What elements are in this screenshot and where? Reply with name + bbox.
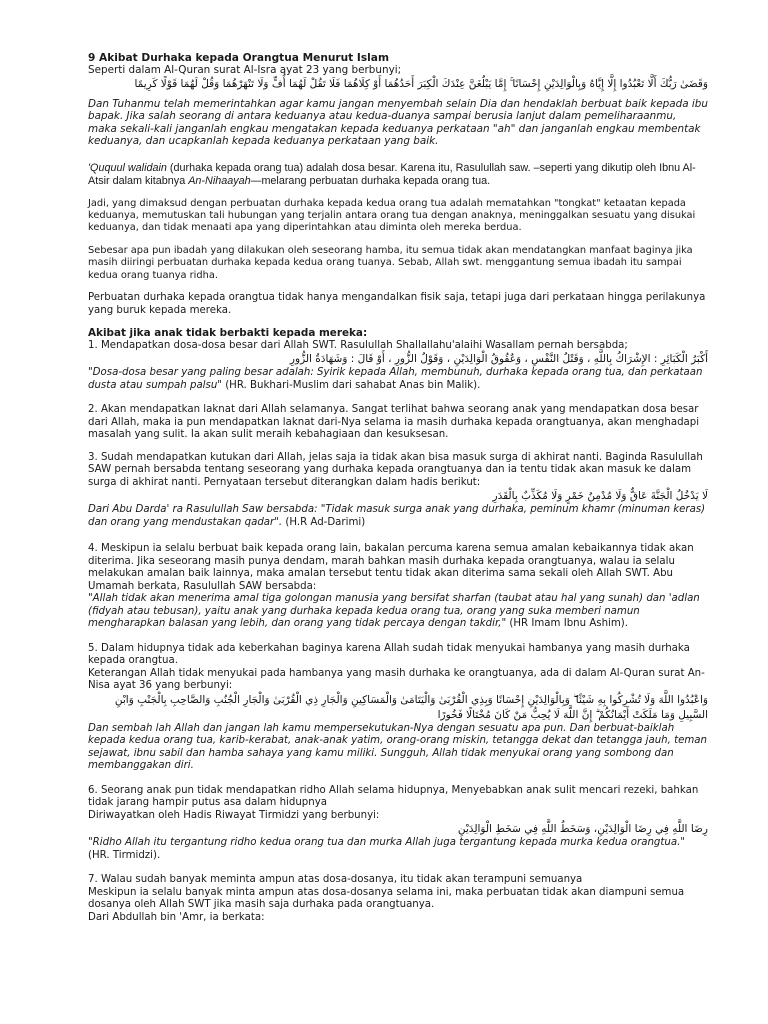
uququl-book-title: An-Nihaayah — [188, 174, 251, 187]
point-4-quote-text: "Allah tidak akan menerima amal tiga golongan manusia yang bersifat sharfan (taubat atau hal yang sunah) dan 'adlan (fidyah atau tebusan), yaitu anak yang durhaka kepada kedua orang tua, orang yang suka memberi namun mengharapkan balasan yang lebih, dan orang yang tidak percaya dengan takdir," — [88, 593, 700, 630]
point-6-arabic: رِضَا اللَّهِ فِي رِضَا الْوَالِدَيْنِ، وَسَخَطُ اللَّهِ فِي سَخَطِ الْوَالِدَيْنِ — [457, 823, 708, 836]
point-3-text: 3. Sudah mendapatkan kutukan dari Allah, jelas saja ia tidak akan bisa masuk surga di akhirat nanti. Baginda Rasulullah SAW pernah bersabda tentang seseorang yang durhaka kepada orangtuanya dan ia tentu tidak akan masuk ke dalam surga di akhirat nanti. Pernyataan tersebut diterangkan dalam hadis berikut: — [88, 451, 703, 488]
point-4-source: (HR Imam Ibnu Ashim). — [506, 618, 629, 630]
point-2: 2. Akan mendapatkan laknat dari Allah selamanya. Sangat terlihat bahwa seorang anak yang mendapatkan dosa besar dari Allah, maka ia pun mendapatkan laknat dari-Nya selama ia masih durhaka kepada orangtuanya, akan menghadapi masalah yang sulit. Ia akan sulit meraih kebahagiaan dan kesuksesan. — [88, 404, 700, 441]
point-5 — [88, 643, 708, 773]
point-3-quote — [88, 504, 708, 529]
document-page — [88, 52, 708, 924]
intro-line: Seperti dalam Al-Quran surat Al-Isra ayat 23 yang berbunyi; — [88, 64, 402, 76]
point-6-source: (HR. Tirmidzi). — [88, 849, 161, 861]
uququl-text-2: —melarang perbuatan durhaka kepada orang tua. — [250, 174, 491, 187]
point-7-text-1: 7. Walau sudah banyak meminta ampun atas dosa-dosanya, itu tidak akan terampuni semuanya — [88, 874, 583, 886]
paragraph-sebesar: Sebesar apa pun ibadah yang dilakukan oleh seseorang hamba, itu semua tidak akan mendatangkan manfaat baginya jika masih diiringi perbuatan durhaka kepada kedua orang tuanya. Sebab, Allah swt. menggantung semua ibadah itu sampai kedua orang tuanya ridha. — [88, 244, 693, 281]
point-1-quote — [88, 367, 708, 392]
point-6 — [88, 785, 708, 863]
point-4-text: 4. Meskipun ia selalu berbuat baik kepada orang lain, bakalan percuma karena semua amalan kebaikannya tidak akan diterima. Jika seseorang masih punya dendam, marah bahkan masih durhaka kepada orangtuanya, walau ia selalu melakukan amalan baik lainnya, maka amalan tersebut tentu tidak akan diterima sama sekali oleh Allah SWT. Abu Umamah berkata, Rasulullah SAW bersabda: — [88, 543, 694, 592]
point-6-quote — [88, 837, 708, 862]
point-4 — [88, 543, 708, 631]
point-5-text-2: Keterangan Allah tidak menyukai pada hambanya yang masih durhaka ke orangtuanya, ada di dalam Al-Quran surat An-Nisa ayat 36 yang berbunyi: — [88, 667, 705, 692]
point-1-source: (HR. Bukhari-Muslim dari sahabat Anas bin Malik). — [221, 379, 481, 391]
verse-translation: Dan Tuhanmu telah memerintahkan agar kamu jangan menyembah selain Dia dan hendaklah berbuat baik kepada ibu bapak. Jika salah seorang di antara keduanya atau kedua-duanya sampai berusia lanjut dalam pemeliharaanmu, maka sekali-kali janganlah engkau mengatakan kepada keduanya perkataan "ah" dan janganlah engkau membentak keduanya, dan ucapkanlah kepada keduanya perkataan yang baik. — [88, 97, 708, 148]
uququl-term: 'Ququul walidain — [88, 161, 167, 174]
paragraph-jadi: Jadi, yang dimaksud dengan perbuatan durhaka kepada kedua orang tua adalah mematahkan "tongkat" ketaatan kepada keduanya, memutuskan tali hubungan yang terjalin antara orang tua dengan anaknya, meninggalkan sesuatu yang disukai keduanya, dan tidak menaati apa yang diperintahkan atau diminta oleh mereka berdua. — [88, 197, 696, 234]
point-7 — [88, 874, 708, 924]
point-5-arabic: وَاعْبُدُوا اللَّهَ وَلَا تُشْرِكُوا بِهِ شَيْئًا ۖ وَبِالْوَالِدَيْنِ إِحْسَانًا وَبِذِي الْقُرْبَىٰ وَالْيَتَامَىٰ وَالْمَسَاكِينِ وَالْجَارِ ذِي الْقُرْبَىٰ وَالْجَارِ الْجُنُبِ وَالصَّاحِبِ بِالْجَنْبِ وَابْنِ السَّبِيلِ وَمَا مَلَكَتْ أَيْمَانُكُمْ ۗ إِنَّ اللَّهَ لَا يُحِبُّ مَنْ كَانَ مُخْتَالًا فَخُورًا — [114, 693, 708, 721]
point-3-source: (H.R Ad-Darimi) — [282, 516, 366, 528]
point-7-text-2: Meskipun ia selalu banyak minta ampun atas dosa-dosanya selama ini, maka perbuatan tidak akan diampuni semua dosanya oleh Allah SWT jika masih saja durhaka pada orangtuanya. — [88, 886, 685, 911]
paragraph-uququl — [88, 162, 708, 188]
paragraph-perbuatan: Perbuatan durhaka kepada orangtua tidak hanya mengandalkan fisik saja, tetapi juga dari perkataan hingga perilakunya yang buruk kepada mereka. — [88, 292, 706, 316]
section-heading: Akibat jika anak tidak berbakti kepada mereka: — [88, 327, 368, 339]
point-5-translation: Dan sembah lah Allah dan jangan lah kamu mempersekutukan-Nya dengan sesuatu apa pun. Dan berbuat-baiklah kepada kedua orang tua, karib-kerabat, anak-anak yatim, orang-orang miskin, tetangga dekat dan tetangga jauh, teman sejawat, ibnu sabil dan hamba sahaya yang kamu miliki. Sungguh, Allah tidak menyukai orang yang sombong dan membanggakan diri. — [88, 722, 707, 772]
point-6-quote-text: "Ridho Allah itu tergantung ridho kedua orang tua dan murka Allah juga tergantung kepada murka kedua orangtua." — [88, 837, 685, 849]
point-4-quote — [88, 593, 708, 631]
point-6-text-1: 6. Seorang anak pun tidak mendapatkan ridho Allah selama hidupnya, Menyebabkan anak sulit mencari rezeki, bahkan tidak jarang hampir putus asa dalam hidupnya — [88, 784, 699, 809]
point-3-arabic: لَا يَدْخُلُ الْجَنَّةَ عَاقٌّ وَلَا مُدْمِنُ خَمْرٍ وَلَا مُكَذِّبٌ بِالْقَدَرِ — [492, 490, 708, 503]
point-3-quote-text: Dari Abu Darda' ra Rasulullah Saw bersabda: "Tidak masuk surga anak yang durhaka, peminum khamr (minuman keras) dan orang yang mendustakan qadar". — [88, 504, 706, 528]
point-6-text-2: Diriwayatkan oleh Hadis Riwayat Tirmidzi yang berbunyi: — [88, 809, 380, 821]
point-1-text: 1. Mendapatkan dosa-dosa besar dari Allah SWT. Rasulullah Shallallahu'alaihi Wasallam pernah bersabda; — [88, 339, 628, 351]
point-5-text-1: 5. Dalam hidupnya tidak ada keberkahan baginya karena Allah sudah tidak menyukai hambanya yang masih durhaka kepada orangtua. — [88, 642, 690, 667]
point-1-quote-text: "Dosa-dosa besar yang paling besar adalah: Syirik kepada Allah, membunuh, durhaka kepada orang tua, dan perkataan dusta atau sumpah palsu" — [88, 367, 703, 391]
point-7-text-3: Dari Abdullah bin 'Amr, ia berkata: — [88, 911, 265, 923]
point-1-arabic: أَكْبَرُ الْكَبَائِرِ : الإِشْرَاكُ بِاللَّهِ ، وَقَتْلُ النَّفْسِ ، وَعُقُوقُ الْوَالِدَيْنِ ، وَقَوْلُ الزُّورِ ، أَوْ قَالَ : وَشَهَادَةُ الزُّورِ — [289, 353, 708, 366]
article-title: 9 Akibat Durhaka kepada Orangtua Menurut Islam — [88, 52, 389, 64]
arabic-verse-isra-23: وَقَضَىٰ رَبُّكَ أَلَّا تَعْبُدُوا إِلَّا إِيَّاهُ وَبِالْوَالِدَيْنِ إِحْسَانًا ۚ إِمَّا يَبْلُغَنَّ عِنْدَكَ الْكِبَرَ أَحَدُهُمَا أَوْ كِلَاهُمَا فَلَا تَقُلْ لَهُمَا أُفٍّ وَلَا تَنْهَرْهُمَا وَقُلْ لَهُمَا قَوْلًا كَرِيمًا — [134, 77, 708, 90]
uququl-text-1: (durhaka kepada orang tua) adalah dosa besar. Karena itu, Rasulullah saw. –seperti yang dikutip oleh Ibnu Al-Atsir dalam kitabnya — [88, 161, 696, 187]
point-1 — [88, 340, 708, 393]
point-3 — [88, 452, 708, 530]
